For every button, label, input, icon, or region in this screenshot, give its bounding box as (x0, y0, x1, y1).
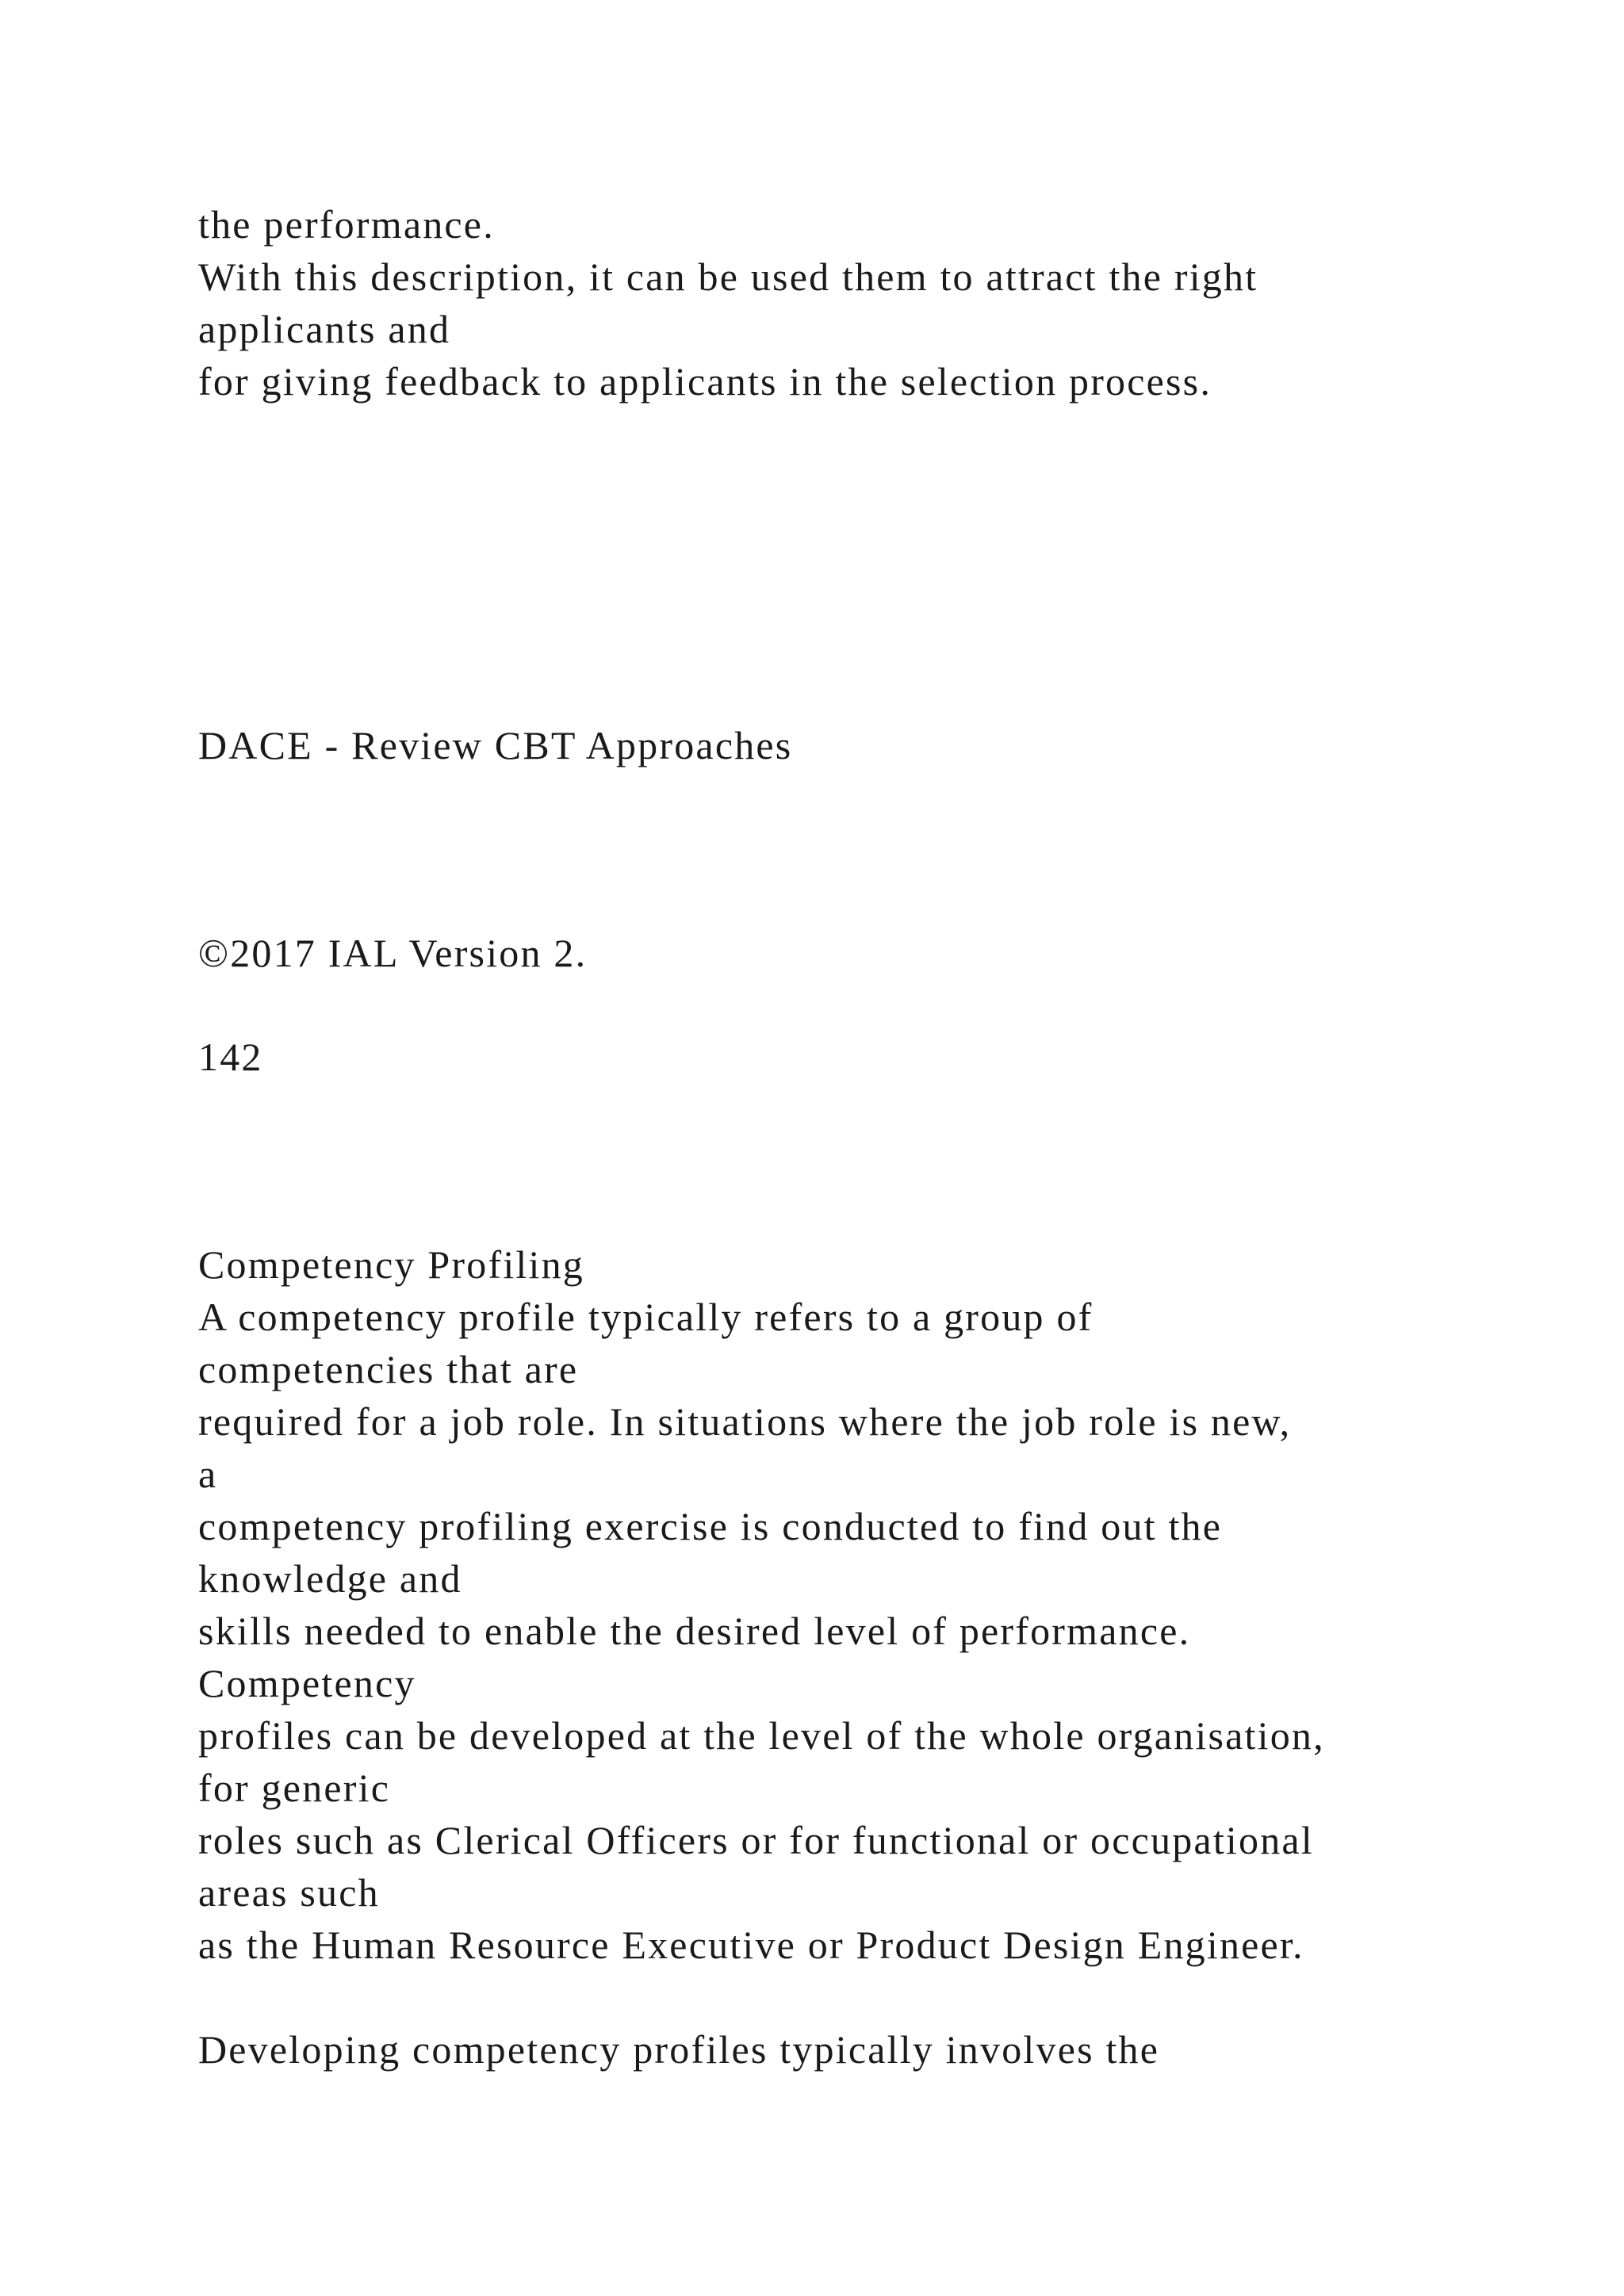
text-line: skills needed to enable the desired level of performance. (198, 1609, 1191, 1653)
text-line: roles such as Clerical Officers or for functional or occupational (198, 1818, 1314, 1862)
text-line: as the Human Resource Executive or Product Design Engineer. (198, 1923, 1304, 1967)
text-line: With this description, it can be used them to attract the right (198, 254, 1258, 299)
page-number: 142 (198, 1035, 263, 1079)
text-line: competency profiling exercise is conducted to find out the (198, 1504, 1223, 1548)
text-line: profiles can be developed at the level of the whole organisation, (198, 1713, 1325, 1758)
section-footer-title: DACE - Review CBT Approaches (198, 723, 793, 767)
text-line: areas such (198, 1870, 380, 1915)
text-line: for giving feedback to applicants in the selection process. (198, 359, 1212, 404)
section-heading: Competency Profiling (198, 1242, 584, 1287)
text-line: a (198, 1452, 218, 1496)
text-line: knowledge and (198, 1556, 462, 1601)
text-line: A competency profile typically refers to a group of (198, 1295, 1094, 1339)
text-line: competencies that are (198, 1347, 579, 1391)
text-line: for generic (198, 1766, 391, 1810)
text-line: applicants and (198, 307, 451, 351)
text-line: the performance. (198, 202, 495, 247)
text-line: Developing competency profiles typically involves the (198, 2027, 1160, 2072)
copyright-version: ©2017 IAL Version 2. (198, 931, 588, 975)
text-line: Competency (198, 1661, 416, 1705)
text-line: required for a job role. In situations where the job role is new, (198, 1399, 1292, 1444)
